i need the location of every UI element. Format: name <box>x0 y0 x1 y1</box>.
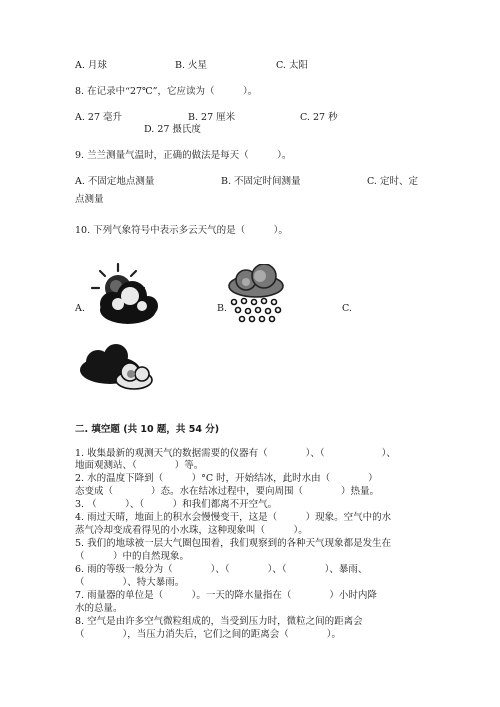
section-2-title: 二. 填空题 (共 10 题，共 54 分) <box>75 424 220 435</box>
fill-line-14: 8. 空气是由许多空气微粒组成的，当受到压力时，微粒之间的距离会 <box>75 616 363 627</box>
sun-behind-clouds-icon <box>88 262 160 328</box>
q9-option-a: A. 不固定地点测量 <box>75 176 155 187</box>
dark-cloud-icon <box>76 344 156 392</box>
q8-option-d: D. 27 摄氏度 <box>144 124 201 135</box>
fill-line-10: 6. 雨的等级一般分为（ ）、（ ）、（ ）、暴雨、 <box>75 564 368 575</box>
fill-line-15: （ ），当压力消失后，它们之间的距离会（ ）。 <box>75 629 342 640</box>
q7-option-c: C. 太阳 <box>276 60 308 71</box>
q9-stem: 9. 兰兰测量气温时，正确的做法是每天（ ）。 <box>75 150 292 161</box>
fill-line-1: 1. 收集最新的观测天气的数据需要的仪器有（ ）、（ ）、 <box>75 448 396 459</box>
q8-stem: 8. 在记录中“27℃”，它应读为（ ）。 <box>75 86 258 97</box>
q10-label-c: C. <box>342 303 352 314</box>
q7-option-b: B. 火星 <box>175 60 208 71</box>
fill-line-5: 3. （ ）、（ ）和我们都离不开空气。 <box>75 499 278 510</box>
rain-cloud-icon <box>224 264 288 324</box>
q9-option-b: B. 不固定时间测量 <box>221 176 301 187</box>
fill-line-9: （ ）中的自然现象。 <box>75 551 190 562</box>
fill-line-12: 7. 雨量器的单位是（ ）。一天的降水量指在（ ）小时内降 <box>75 590 377 601</box>
fill-line-2: 地面观测站、（ ）等。 <box>75 460 204 471</box>
q8-option-c: C. 27 秒 <box>300 112 338 123</box>
q8-option-b: B. 27 厘米 <box>188 112 236 123</box>
q7-option-a: A. 月球 <box>75 60 107 71</box>
fill-line-11: （ ）、特大暴雨。 <box>75 577 185 588</box>
fill-line-6: 4. 雨过天晴，地面上的积水会慢慢变干，这是（ ）现象。空气中的水 <box>75 512 392 523</box>
q10-stem: 10. 下列气象符号中表示多云天气的是（ ）。 <box>75 225 288 236</box>
q10-label-b: B. <box>217 303 228 314</box>
q10-label-a: A. <box>75 303 85 314</box>
fill-line-13: 水的总量。 <box>75 603 123 614</box>
fill-line-3: 2. 水的温度下降到（ ）°C 时，开始结冰，此时水由（ ） <box>75 473 378 484</box>
q8-option-a: A. 27 毫升 <box>75 112 123 123</box>
fill-line-8: 5. 我们的地球被一层大气圈包围着，我们观察到的各种天气现象都是发生在 <box>75 538 392 549</box>
fill-line-7: 蒸气冷却变成看得见的小水珠，这种现象叫（ ）。 <box>75 525 308 536</box>
fill-line-4: 态变成（ ）态。水在结冰过程中，要向周围（ ）热量。 <box>75 486 380 497</box>
q9-option-c: C. 定时、定 <box>367 176 418 187</box>
q9-option-c-continued: 点测量 <box>75 194 104 205</box>
